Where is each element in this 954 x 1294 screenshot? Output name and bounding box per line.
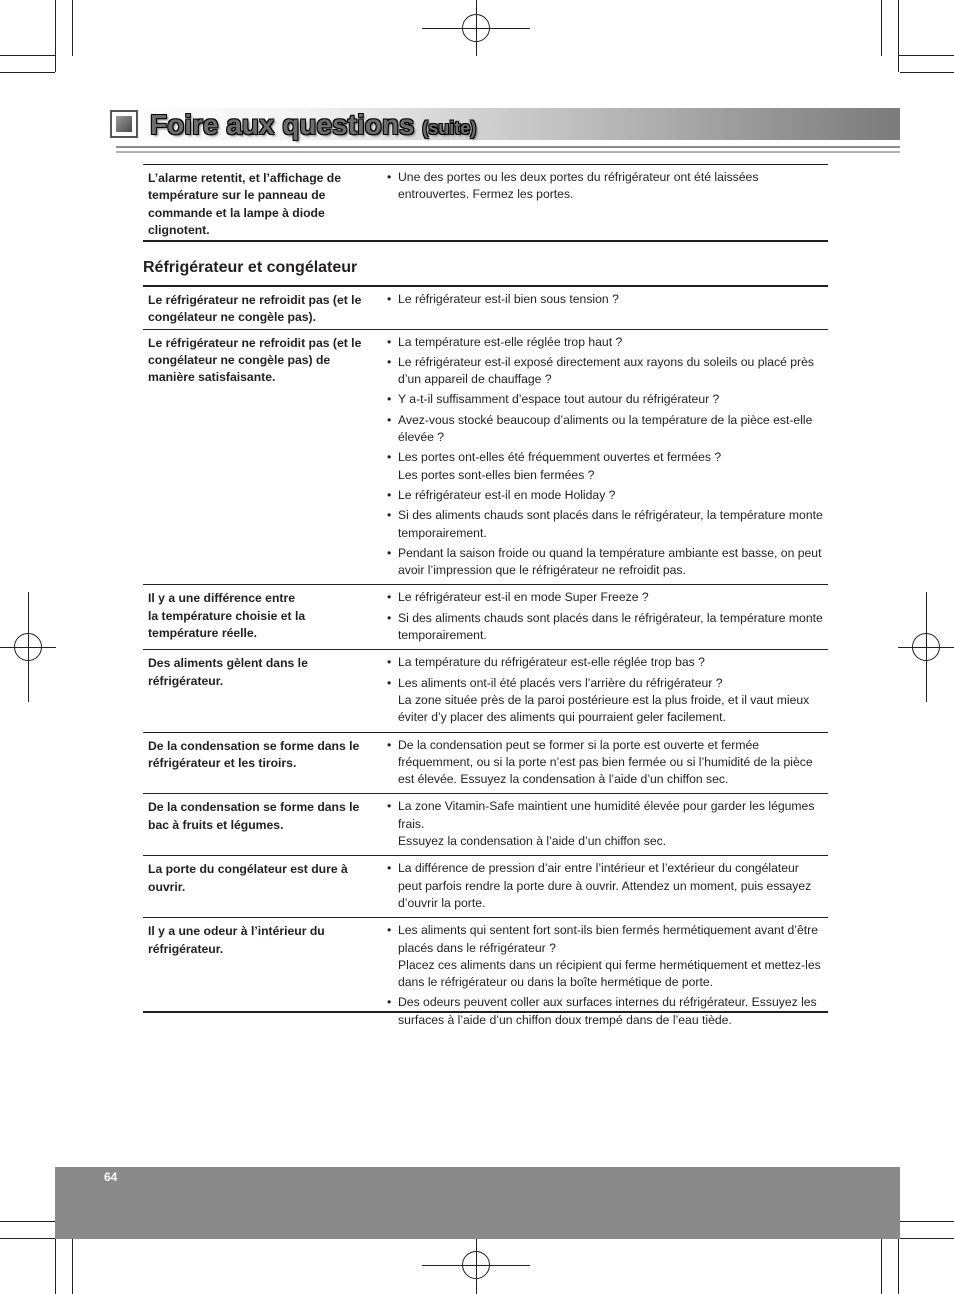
answer-cell [375,918,828,1034]
answer-cell [375,165,828,241]
table-row [143,165,828,241]
question-cell: La porte du congélateur est dure à ouvrir. [143,856,375,918]
table-row [143,732,828,794]
answer-item: • Le réfrigérateur est-il exposé directement aux rayons du soleils ou placé près d’un appareil de chauffage ? [387,354,824,389]
answer-cell [375,329,828,585]
table-row [143,585,828,650]
answer-item: • Si des aliments chauds sont placés dans le réfrigérateur, la température monte temporairement. [387,507,824,542]
page-title-text: Foire aux questions [150,109,415,140]
answer-cell [375,287,828,329]
alarm-table [143,165,828,241]
table-row [143,856,828,918]
answer-list [387,334,824,580]
question-cell: Il y a une différence entre la température choisie et la température réelle. [143,585,375,650]
answer-cell [375,794,828,856]
question-cell: Le réfrigérateur ne refroidit pas (et le congélateur ne congèle pas). [143,287,375,329]
answer-cell [375,585,828,650]
table-row [143,287,828,329]
answer-item: • Si des aliments chauds sont placés dans le réfrigérateur, la température monte temporairement. [387,610,824,645]
answer-item: • Les portes ont-elles été fréquemment ouvertes et fermées ? Les portes sont-elles bien fermées ? [387,449,824,484]
answer-item: • La zone Vitamin-Safe maintient une humidité élevée pour garder les légumes frais. Essuyez la condensation à l’aide d’un chiffon sec. [387,798,824,850]
question-cell: Des aliments gèlent dans le réfrigérateur. [143,650,375,732]
answer-item: • La température du réfrigérateur est-elle réglée trop bas ? [387,654,824,671]
answer-item: • Pendant la saison froide ou quand la température ambiante est basse, on peut avoir l’impression que le réfrigérateur ne refroidit pas. [387,545,824,580]
table-bottom-rule [143,240,828,242]
table-row [143,650,828,732]
page-title-suffix: (suite) [422,118,477,138]
table-row [143,329,828,585]
answer-item: • Une des portes ou les deux portes du réfrigérateur ont été laissées entrouvertes. Fermez les portes. [387,169,824,204]
answer-item: • Le réfrigérateur est-il bien sous tension ? [387,291,824,308]
table-row [143,918,828,1034]
question-cell: L’alarme retentit, et l’affichage de température sur le panneau de commande et la lampe à diode clignotent. [148,171,342,237]
answer-item: • La différence de pression d’air entre l’intérieur et l’extérieur du congélateur peut parfois rendre la porte dure à ouvrir. Attendez un moment, puis essayez d’ouvrir la porte. [387,860,824,912]
section-square-icon [110,110,138,138]
answer-list [387,169,824,204]
answer-cell [375,732,828,794]
answer-item: • De la condensation peut se former si la porte est ouverte et fermée fréquemment, ou si la porte n’est pas bien fermée ou si l’humidité de la pièce est élevée. Essuyez la condensation à l’aide d’un chiffon sec. [387,737,824,789]
answer-item: • Le réfrigérateur est-il en mode Holiday ? [387,487,824,504]
answer-list [387,589,824,644]
table-row [143,794,828,856]
footer-band [55,1167,900,1239]
answer-item: • Des odeurs peuvent coller aux surfaces internes du réfrigérateur. Essuyez les surfaces à l’aide d’un chiffon doux trempé dans de l’eau tiède. [387,994,824,1029]
answer-item: • Avez-vous stocké beaucoup d’aliments ou la température de la pièce est-elle élevée ? [387,412,824,447]
question-cell: De la condensation se forme dans le bac à fruits et légumes. [143,794,375,856]
answer-item: • Le réfrigérateur est-il en mode Super Freeze ? [387,589,824,606]
answer-cell [375,856,828,918]
table-bottom-rule [143,1011,828,1013]
answer-cell [375,650,828,732]
question-cell: Le réfrigérateur ne refroidit pas (et le congélateur ne congèle pas) de manière satisfaisante. [143,329,375,585]
header-divider [116,146,900,148]
answer-list [387,291,824,308]
faq-table [143,287,828,1034]
page-title [150,108,476,145]
page-number: 64 [104,1170,118,1184]
question-cell: De la condensation se forme dans le réfrigérateur et les tiroirs. [143,732,375,794]
answer-item: • Les aliments qui sentent fort sont-ils bien fermés hermétiquement avant d’être placés dans le réfrigérateur ? Placez ces aliments dans un récipient qui ferme hermétiquement et mettez-les dans le réfrigérateur ou dans la boîte hermétique de porte. [387,922,824,991]
answer-list [387,654,824,726]
answer-item: • La température est-elle réglée trop haut ? [387,334,824,351]
answer-item: • Y a-t-il suffisamment d’espace tout autour du réfrigérateur ? [387,391,824,408]
section-heading: Réfrigérateur et congélateur [143,259,358,276]
question-cell: Il y a une odeur à l’intérieur du réfrigérateur. [148,924,325,956]
answer-list [387,798,824,850]
answer-list [387,860,824,912]
header-divider [116,151,900,153]
answer-list [387,737,824,789]
answer-item: • Les aliments ont-il été placés vers l’arrière du réfrigérateur ? La zone située près de la paroi postérieure est la plus froide, et il vaut mieux éviter d’y placer des aliments qui pourraient geler facilement. [387,675,824,727]
